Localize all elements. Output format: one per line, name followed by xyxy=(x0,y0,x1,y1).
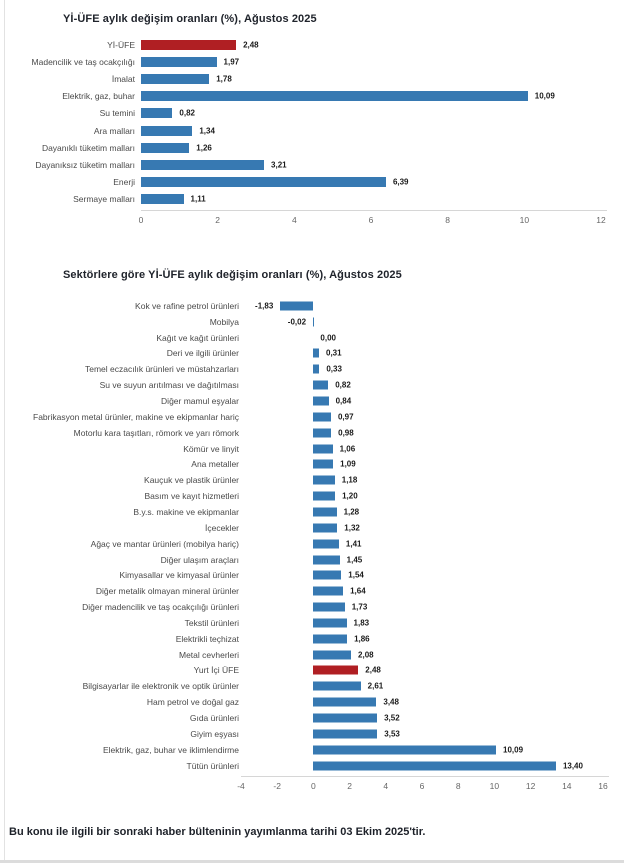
chart-row xyxy=(5,441,624,457)
chart-row xyxy=(5,536,624,552)
value-label: 3,48 xyxy=(383,697,399,707)
bar xyxy=(313,476,334,485)
category-label: B.y.s. makine ve ekipmanlar xyxy=(133,506,239,517)
category-label: Yİ-ÜFE xyxy=(107,39,135,50)
chart-row xyxy=(5,409,624,425)
bar xyxy=(313,650,351,659)
category-label: Kömür ve linyit xyxy=(183,443,239,454)
chart-row xyxy=(5,726,624,742)
value-label: -1,83 xyxy=(255,301,274,311)
bar xyxy=(313,618,346,627)
x-axis-tick-label: 10 xyxy=(489,780,500,791)
value-label: 1,32 xyxy=(344,523,360,533)
bar xyxy=(313,444,332,453)
chart-row xyxy=(5,488,624,504)
value-label: 0,82 xyxy=(335,380,351,390)
value-label: 1,86 xyxy=(354,634,370,644)
highlight-bar xyxy=(313,666,358,675)
value-label: 0,97 xyxy=(337,412,354,422)
bar xyxy=(313,555,339,564)
category-label: Kauçuk ve plastik ürünler xyxy=(144,475,239,486)
value-label: 1,28 xyxy=(343,507,360,517)
category-label: Su ve suyun arıtılması ve dağıtılması xyxy=(99,380,239,391)
x-axis-tick-label: 8 xyxy=(455,780,461,791)
chart1-title: Yİ-ÜFE aylık değişim oranları (%), Ağustos 2025 xyxy=(63,13,317,25)
x-axis-tick-label: 8 xyxy=(445,215,451,225)
category-label: Enerji xyxy=(113,177,135,188)
bar xyxy=(313,507,336,516)
next-bulletin-date-note: Bu konu ile ilgili bir sonraki haber bülteninin yayımlanma tarihi 03 Ekim 2025'tir. xyxy=(9,826,426,838)
category-label: Tütün ürünleri xyxy=(186,760,239,771)
value-label: 13,40 xyxy=(562,761,583,771)
category-label: Su temini xyxy=(99,108,135,119)
x-axis-line xyxy=(241,776,609,777)
category-label: Yurt İçi ÜFE xyxy=(193,665,239,676)
value-label: 1,09 xyxy=(340,459,356,469)
category-label: Sermaye malları xyxy=(73,194,135,205)
category-label: Motorlu kara taşıtları, römork ve yarı römork xyxy=(73,427,239,438)
chart-row xyxy=(5,552,624,568)
x-axis-tick-label: 16 xyxy=(598,780,608,791)
category-label: Ana metaller xyxy=(191,459,239,470)
chart-row xyxy=(5,647,624,663)
chart-row xyxy=(5,742,624,758)
chart-row xyxy=(5,330,624,346)
bar xyxy=(141,108,172,118)
value-label: 1,64 xyxy=(350,586,366,596)
chart-row xyxy=(5,377,624,393)
bar xyxy=(313,492,335,501)
bar xyxy=(141,143,189,153)
page-bottom-edge xyxy=(0,860,624,863)
chart-row xyxy=(5,520,624,536)
chart-row xyxy=(5,53,624,70)
value-label: 0,33 xyxy=(326,364,342,374)
x-axis-tick-label: 0 xyxy=(138,215,144,225)
chart-row xyxy=(5,122,624,139)
chart-row xyxy=(5,599,624,615)
value-label: 1,45 xyxy=(346,555,363,565)
bar xyxy=(313,634,347,643)
chart-row xyxy=(5,174,624,191)
bar xyxy=(313,571,341,580)
chart-row xyxy=(5,758,624,774)
category-label: Elektrik, gaz, buhar ve iklimlendirme xyxy=(102,744,239,755)
chart-row xyxy=(5,631,624,647)
value-label: 1,20 xyxy=(342,491,358,501)
x-axis-tick-label: 12 xyxy=(596,215,606,225)
category-label: Metal cevherleri xyxy=(179,649,239,660)
chart-row xyxy=(5,425,624,441)
value-label: 2,48 xyxy=(243,40,259,50)
bar xyxy=(313,412,331,421)
chart-row xyxy=(5,88,624,105)
bar xyxy=(313,729,377,738)
chart-row xyxy=(5,615,624,631)
bar xyxy=(313,603,344,612)
bar xyxy=(313,587,343,596)
x-axis-tick-label: -2 xyxy=(273,780,281,791)
x-axis-line xyxy=(141,210,607,211)
bar xyxy=(280,301,313,310)
chart-row xyxy=(5,139,624,156)
category-label: Kimyasallar ve kimyasal ürünler xyxy=(119,570,239,581)
category-label: Diğer mamul eşyalar xyxy=(161,396,239,407)
category-label: Kok ve rafine petrol ürünleri xyxy=(135,300,239,311)
x-axis-tick-label: 10 xyxy=(519,215,530,225)
x-axis-tick-label: 12 xyxy=(525,780,536,791)
chart-row xyxy=(5,710,624,726)
category-label: Mobilya xyxy=(209,316,239,327)
category-label: Madencilik ve taş ocakçılığı xyxy=(31,56,135,67)
bar xyxy=(313,397,328,406)
chart-row xyxy=(5,361,624,377)
value-label: 0,84 xyxy=(335,396,352,406)
chart-row xyxy=(5,457,624,473)
chart-row xyxy=(5,346,624,362)
value-label: 6,39 xyxy=(392,177,409,187)
value-label: 3,52 xyxy=(384,713,400,723)
bar xyxy=(141,91,528,101)
x-axis-tick-label: 14 xyxy=(562,780,572,791)
x-axis-tick-label: 4 xyxy=(291,215,297,225)
category-label: İmalat xyxy=(111,73,135,84)
category-label: Giyim eşyası xyxy=(190,728,239,739)
value-label: 0,00 xyxy=(320,333,336,343)
value-label: 1,73 xyxy=(351,602,368,612)
value-label: 3,21 xyxy=(271,160,287,170)
category-label: Diğer ulaşım araçları xyxy=(160,554,239,565)
bar xyxy=(313,539,339,548)
highlight-bar xyxy=(141,40,236,50)
chart-row xyxy=(5,191,624,208)
category-label: Dayanıksız tüketim malları xyxy=(35,159,135,170)
bar xyxy=(313,698,376,707)
chart-row xyxy=(5,105,624,122)
category-label: İçecekler xyxy=(204,522,239,533)
value-label: 1,06 xyxy=(339,444,356,454)
x-axis-tick-label: 2 xyxy=(347,780,352,791)
bar xyxy=(141,177,386,187)
chart-row xyxy=(5,70,624,87)
value-label: 10,09 xyxy=(534,91,555,101)
category-label: Ara malları xyxy=(93,125,135,136)
bar xyxy=(313,523,337,532)
bar xyxy=(313,745,496,754)
chart-row xyxy=(5,663,624,679)
category-label: Ağaç ve mantar ürünleri (mobilya hariç) xyxy=(90,538,239,549)
category-label: Kağıt ve kağıt ürünleri xyxy=(156,332,239,343)
value-label: -0,02 xyxy=(287,317,307,327)
value-label: 1,78 xyxy=(216,74,232,84)
chart-row xyxy=(5,694,624,710)
category-label: Dayanıklı tüketim malları xyxy=(41,142,135,153)
value-label: 1,26 xyxy=(196,143,212,153)
chart-row xyxy=(5,36,624,53)
bulletin-page xyxy=(4,0,624,860)
bar xyxy=(141,194,184,204)
value-label: 0,31 xyxy=(326,348,342,358)
bar xyxy=(313,460,333,469)
chart-row xyxy=(5,504,624,520)
category-label: Elektrik, gaz, buhar xyxy=(62,91,135,102)
chart2-title: Sektörlere göre Yİ-ÜFE aylık değişim oranları (%), Ağustos 2025 xyxy=(63,269,402,281)
chart-row xyxy=(5,298,624,314)
value-label: 1,41 xyxy=(345,539,362,549)
x-axis-tick-label: 6 xyxy=(419,780,425,791)
bar xyxy=(313,714,377,723)
bar xyxy=(313,682,360,691)
bar xyxy=(141,57,217,67)
category-label: Gıda ürünleri xyxy=(189,713,239,724)
bar xyxy=(313,381,328,390)
value-label: 1,34 xyxy=(199,126,215,136)
x-axis-tick-label: 0 xyxy=(311,780,316,791)
category-label: Elektrikli teçhizat xyxy=(175,633,239,644)
chart-row xyxy=(5,567,624,583)
chart-row xyxy=(5,314,624,330)
chart-row xyxy=(5,583,624,599)
bar xyxy=(313,317,314,326)
x-axis-tick-label: 2 xyxy=(215,215,221,225)
value-label: 2,48 xyxy=(365,665,381,675)
x-axis-tick-label: 4 xyxy=(383,780,389,791)
bar xyxy=(141,74,209,84)
category-label: Diğer madencilik ve taş ocakçılığı ürünleri xyxy=(82,602,239,613)
bar xyxy=(313,761,556,770)
category-label: Fabrikasyon metal ürünler, makine ve ekipmanlar hariç xyxy=(33,411,239,422)
bar xyxy=(141,160,264,170)
value-label: 1,97 xyxy=(223,57,240,67)
category-label: Deri ve ilgili ürünler xyxy=(166,348,239,359)
category-label: Temel eczacılık ürünleri ve müstahzarları xyxy=(84,364,239,375)
value-label: 1,54 xyxy=(348,570,364,580)
value-label: 0,82 xyxy=(179,108,195,118)
bar xyxy=(313,365,319,374)
category-label: Diğer metalik olmayan mineral ürünler xyxy=(95,586,239,597)
value-label: 1,83 xyxy=(353,618,370,628)
bar xyxy=(313,349,319,358)
category-label: Tekstil ürünleri xyxy=(184,617,239,628)
value-label: 0,98 xyxy=(338,428,354,438)
value-label: 1,18 xyxy=(341,475,358,485)
category-label: Basım ve kayıt hizmetleri xyxy=(144,491,239,502)
chart-row xyxy=(5,156,624,173)
category-label: Bilgisayarlar ile elektronik ve optik ürünler xyxy=(82,681,239,692)
value-label: 3,53 xyxy=(384,729,400,739)
value-label: 2,61 xyxy=(367,681,384,691)
value-label: 1,11 xyxy=(190,194,206,204)
chart-row xyxy=(5,393,624,409)
bar xyxy=(141,126,192,136)
chart-row xyxy=(5,678,624,694)
bar xyxy=(313,428,331,437)
value-label: 10,09 xyxy=(503,745,524,755)
category-label: Ham petrol ve doğal gaz xyxy=(146,697,239,708)
chart-row xyxy=(5,472,624,488)
value-label: 2,08 xyxy=(358,650,374,660)
x-axis-tick-label: -4 xyxy=(237,780,245,791)
x-axis-tick-label: 6 xyxy=(368,215,374,225)
